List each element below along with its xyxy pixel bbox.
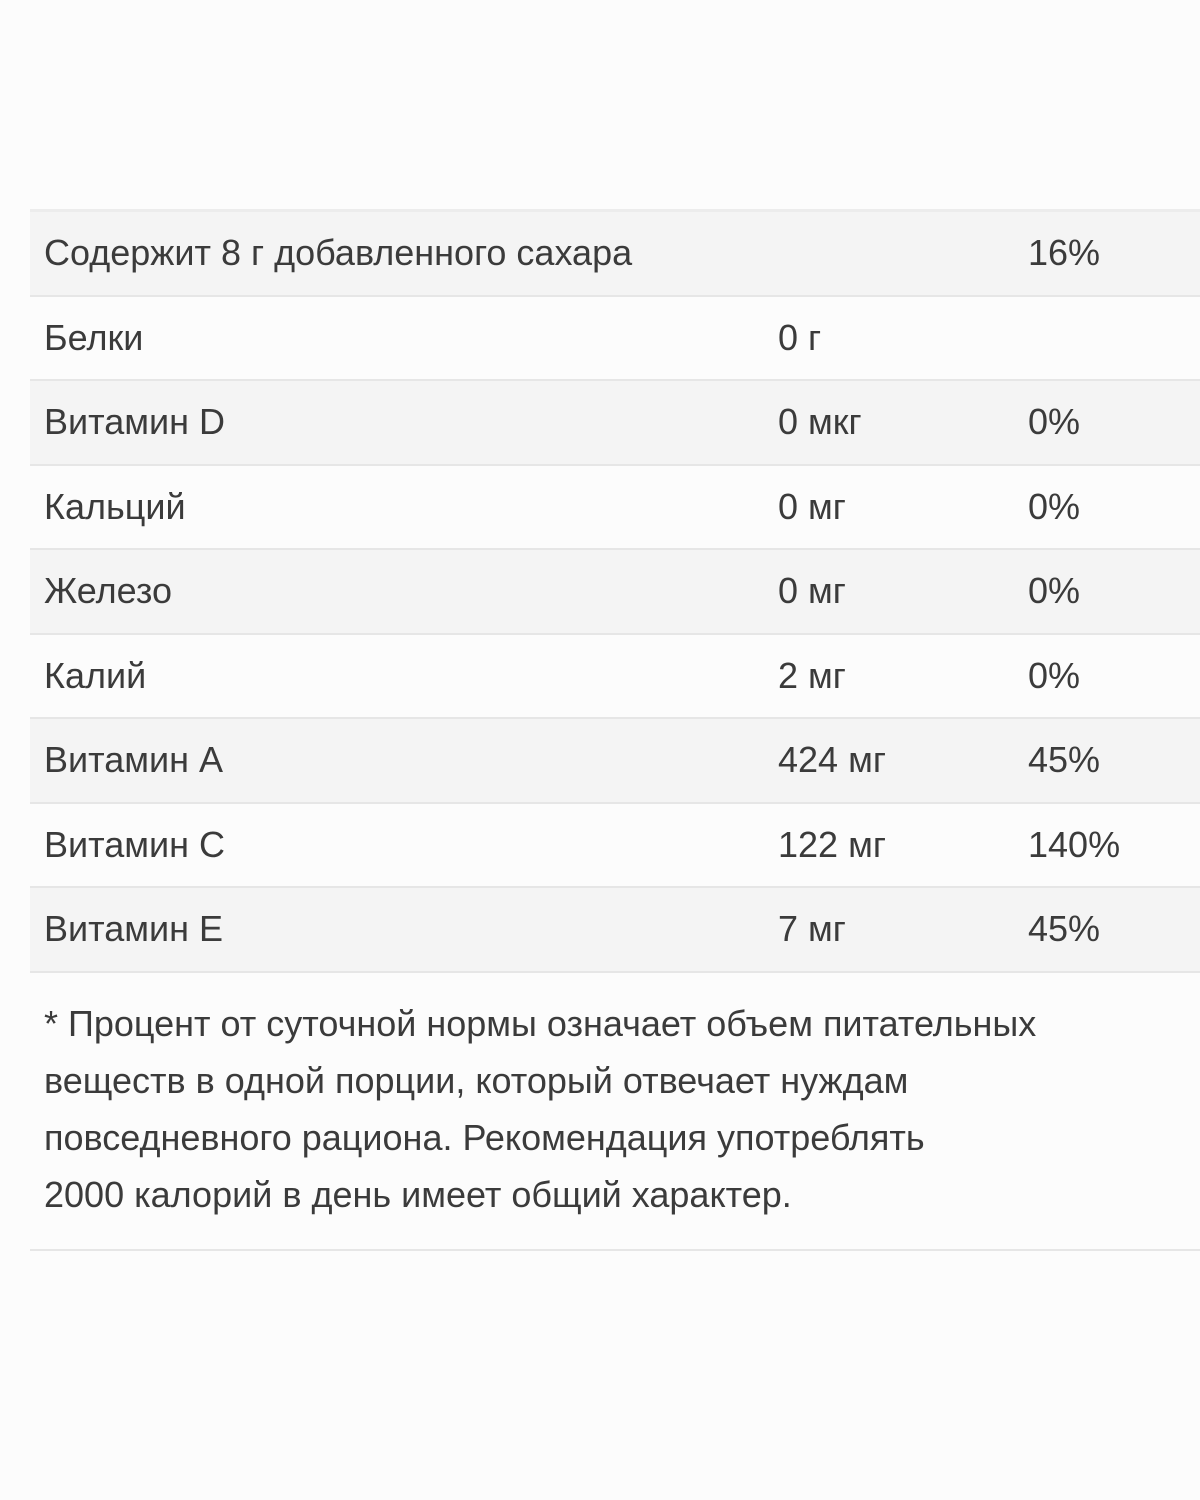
- footnote-line: 2000 калорий в день имеет общий характер.: [44, 1173, 792, 1215]
- nutrient-name: Кальций: [44, 485, 186, 527]
- footnote-line: * Процент от суточной нормы означает объем питательных: [44, 1002, 1037, 1044]
- nutrient-amount: 0 мг: [778, 570, 846, 612]
- nutrient-daily-value: 16%: [1028, 232, 1101, 274]
- nutrient-name: Белки: [44, 316, 144, 358]
- table-row: [30, 635, 1200, 720]
- nutrient-name: Витамин A: [44, 739, 223, 781]
- nutrient-amount: 424 мг: [778, 739, 886, 781]
- nutrient-amount: 2 мг: [778, 654, 846, 696]
- nutrient-name: Витамин C: [44, 823, 225, 865]
- table-row: [30, 888, 1200, 973]
- nutrition-table: [30, 209, 1200, 1251]
- table-row: [30, 550, 1200, 635]
- nutrient-amount: 7 мг: [778, 908, 846, 950]
- footnote-line: веществ в одной порции, который отвечает нуждам: [44, 1059, 909, 1101]
- nutrient-daily-value: 45%: [1028, 739, 1101, 781]
- daily-value-footnote: [30, 973, 1200, 1251]
- nutrient-name: Железо: [44, 570, 172, 612]
- nutrient-amount: 0 мг: [778, 485, 846, 527]
- nutrient-name: Витамин E: [44, 908, 223, 950]
- table-row: [30, 466, 1200, 551]
- nutrient-amount: 0 мкг: [778, 401, 862, 443]
- table-row: [30, 212, 1200, 297]
- nutrient-daily-value: 0%: [1028, 654, 1081, 696]
- table-row: [30, 297, 1200, 382]
- nutrient-name: Содержит 8 г добавленного сахара: [44, 232, 633, 274]
- footnote-line: повседневного рациона. Рекомендация употреблять: [44, 1116, 925, 1158]
- nutrient-daily-value: 0%: [1028, 485, 1081, 527]
- nutrient-name: Калий: [44, 654, 147, 696]
- nutrient-daily-value: 45%: [1028, 908, 1101, 950]
- nutrient-daily-value: 0%: [1028, 401, 1081, 443]
- table-row: [30, 381, 1200, 466]
- nutrient-amount: 0 г: [778, 316, 822, 358]
- nutrient-name: Витамин D: [44, 401, 225, 443]
- nutrient-daily-value: 0%: [1028, 570, 1081, 612]
- nutrient-amount: 122 мг: [778, 823, 886, 865]
- table-row: [30, 719, 1200, 804]
- table-row: [30, 804, 1200, 889]
- nutrient-daily-value: 140%: [1028, 823, 1121, 865]
